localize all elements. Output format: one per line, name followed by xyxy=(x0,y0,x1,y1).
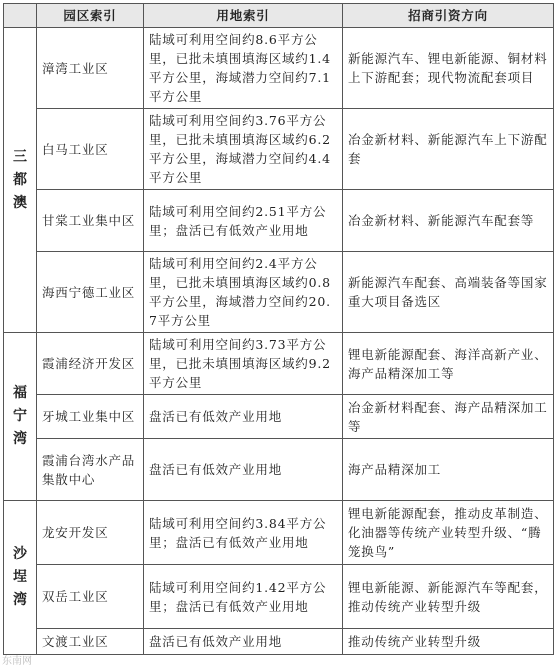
bay-name: 福宁湾 xyxy=(13,385,28,447)
land-cell: 陆域可利用空间约3.73平方公里，已批未填围填海区域约9.2平方公里 xyxy=(144,333,343,395)
table-row xyxy=(4,439,554,501)
park-cell: 牙城工业集中区 xyxy=(37,395,144,439)
land-cell: 陆域可利用空间约8.6平方公里，已批未填围填海区域约1.4平方公里，海域潜力空间约7.1平方公里 xyxy=(144,28,343,109)
park-cell: 霞浦经济开发区 xyxy=(37,333,144,395)
land-cell: 陆域可利用空间约2.51平方公里；盘活已有低效产业用地 xyxy=(144,190,343,252)
land-cell: 陆域可利用空间约3.76平方公里，已批未填围填海区域约6.2平方公里，海域潜力空间约4.4平方公里 xyxy=(144,109,343,190)
bay-cell xyxy=(4,28,37,333)
direction-cell: 推动传统产业转型升级 xyxy=(343,629,554,655)
table-row xyxy=(4,190,554,252)
table-row xyxy=(4,109,554,190)
park-cell: 霞浦台湾水产品集散中心 xyxy=(37,439,144,501)
table-header-row xyxy=(4,4,554,28)
table-row xyxy=(4,629,554,655)
land-cell: 盘活已有低效产业用地 xyxy=(144,629,343,655)
park-cell: 漳湾工业区 xyxy=(37,28,144,109)
bay-name: 三都澳 xyxy=(13,148,28,211)
table-row xyxy=(4,28,554,109)
direction-cell: 海产品精深加工 xyxy=(343,439,554,501)
table-row xyxy=(4,395,554,439)
land-cell: 盘活已有低效产业用地 xyxy=(144,395,343,439)
bay-cell xyxy=(4,501,37,655)
direction-cell: 锂电新能源配套，推动皮革制造、化油器等传统产业转型升级、“腾笼换鸟” xyxy=(343,501,554,565)
direction-cell: 冶金新材料、新能源汽车配套等 xyxy=(343,190,554,252)
direction-cell: 冶金新材料、新能源汽车上下游配套 xyxy=(343,109,554,190)
land-cell: 陆域可利用空间约1.42平方公里；盘活已有低效产业用地 xyxy=(144,565,343,629)
direction-cell: 新能源汽车配套、高端装备等国家重大项目备选区 xyxy=(343,252,554,333)
land-cell: 陆域可利用空间约2.4平方公里，已批未填围填海区域约0.8平方公里，海域潜力空间约20.7平方公里 xyxy=(144,252,343,333)
park-cell: 文渡工业区 xyxy=(37,629,144,655)
table-row xyxy=(4,501,554,565)
direction-header: 招商引资方向 xyxy=(343,4,554,28)
land-cell: 陆域可利用空间约3.84平方公里；盘活已有低效产业用地 xyxy=(144,501,343,565)
park-cell: 龙安开发区 xyxy=(37,501,144,565)
bay-cell xyxy=(4,333,37,501)
park-cell: 双岳工业区 xyxy=(37,565,144,629)
park-cell: 海西宁德工业区 xyxy=(37,252,144,333)
direction-cell: 冶金新材料配套、海产品精深加工等 xyxy=(343,395,554,439)
park-cell: 甘棠工业集中区 xyxy=(37,190,144,252)
table-row xyxy=(4,252,554,333)
watermark: 东南网 xyxy=(2,656,32,667)
table-row xyxy=(4,333,554,395)
park-cell: 白马工业区 xyxy=(37,109,144,190)
park-header: 园区索引 xyxy=(37,4,144,28)
land-cell: 盘活已有低效产业用地 xyxy=(144,439,343,501)
land-header: 用地索引 xyxy=(144,4,343,28)
investment-table xyxy=(3,3,554,655)
direction-cell: 锂电新能源配套、海洋高新产业、海产品精深加工等 xyxy=(343,333,554,395)
table-row xyxy=(4,565,554,629)
bay-name: 沙埕湾 xyxy=(13,546,28,608)
direction-cell: 锂电新能源、新能源汽车等配套，推动传统产业转型升级 xyxy=(343,565,554,629)
bay-header xyxy=(4,4,37,28)
direction-cell: 新能源汽车、锂电新能源、铜材料上下游配套；现代物流配套项目 xyxy=(343,28,554,109)
